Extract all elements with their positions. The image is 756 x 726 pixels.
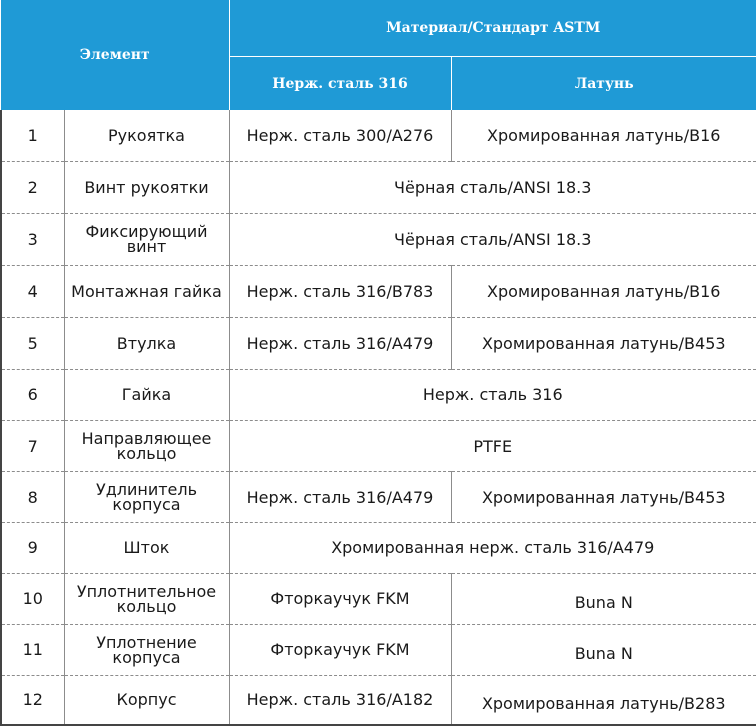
header-col-brass: Латунь [451, 57, 756, 110]
table-row [1, 573, 756, 624]
steel-material: Нерж. сталь 316/A182 [229, 675, 451, 725]
table-row [1, 317, 756, 369]
element-name: Уплотнение корпуса [64, 624, 229, 675]
header-row-top [1, 0, 756, 57]
header-element: Элемент [1, 0, 229, 110]
row-number: 10 [1, 573, 64, 624]
merged-material: Чёрная сталь/ANSI 18.3 [229, 162, 756, 214]
row-number: 8 [1, 472, 64, 523]
element-name: Корпус [64, 675, 229, 725]
header-material-standard: Материал/Стандарт ASTM [229, 0, 756, 57]
element-name: Фиксирующий винт [64, 214, 229, 266]
row-number: 1 [1, 110, 64, 162]
merged-material: Чёрная сталь/ANSI 18.3 [229, 214, 756, 266]
element-name: Удлинитель корпуса [64, 472, 229, 523]
header-col-steel: Нерж. сталь 316 [229, 57, 451, 110]
brass-material: Buna N [451, 624, 756, 675]
row-number: 12 [1, 675, 64, 725]
table-row [1, 624, 756, 675]
table-row [1, 472, 756, 523]
brass-material: Хромированная латунь/B16 [451, 265, 756, 317]
steel-material: Нерж. сталь 316/A479 [229, 317, 451, 369]
brass-material: Хромированная латунь/B16 [451, 110, 756, 162]
steel-material: Нерж. сталь 300/A276 [229, 110, 451, 162]
table-row [1, 421, 756, 472]
steel-material: Фторкаучук FKM [229, 624, 451, 675]
brass-material: Хромированная латунь/B283 [451, 675, 756, 725]
element-name: Направляющее кольцо [64, 421, 229, 472]
steel-material: Фторкаучук FKM [229, 573, 451, 624]
steel-material: Нерж. сталь 316/B783 [229, 265, 451, 317]
merged-material: PTFE [229, 421, 756, 472]
table-row [1, 214, 756, 266]
element-name: Рукоятка [64, 110, 229, 162]
row-number: 11 [1, 624, 64, 675]
row-number: 9 [1, 523, 64, 574]
element-name: Гайка [64, 369, 229, 421]
element-name: Уплотнительное кольцо [64, 573, 229, 624]
brass-material: Хромированная латунь/B453 [451, 472, 756, 523]
table-row [1, 265, 756, 317]
merged-material: Нерж. сталь 316 [229, 369, 756, 421]
row-number: 5 [1, 317, 64, 369]
table-row [1, 110, 756, 162]
row-number: 2 [1, 162, 64, 214]
table-row [1, 675, 756, 725]
brass-material: Buna N [451, 573, 756, 624]
element-name: Втулка [64, 317, 229, 369]
table-row [1, 369, 756, 421]
table-row [1, 162, 756, 214]
table-row [1, 523, 756, 574]
element-name: Шток [64, 523, 229, 574]
steel-material: Нерж. сталь 316/A479 [229, 472, 451, 523]
element-name: Винт рукоятки [64, 162, 229, 214]
merged-material: Хромированная нерж. сталь 316/A479 [229, 523, 756, 574]
row-number: 6 [1, 369, 64, 421]
row-number: 7 [1, 421, 64, 472]
row-number: 4 [1, 265, 64, 317]
brass-material: Хромированная латунь/B453 [451, 317, 756, 369]
row-number: 3 [1, 214, 64, 266]
element-name: Монтажная гайка [64, 265, 229, 317]
